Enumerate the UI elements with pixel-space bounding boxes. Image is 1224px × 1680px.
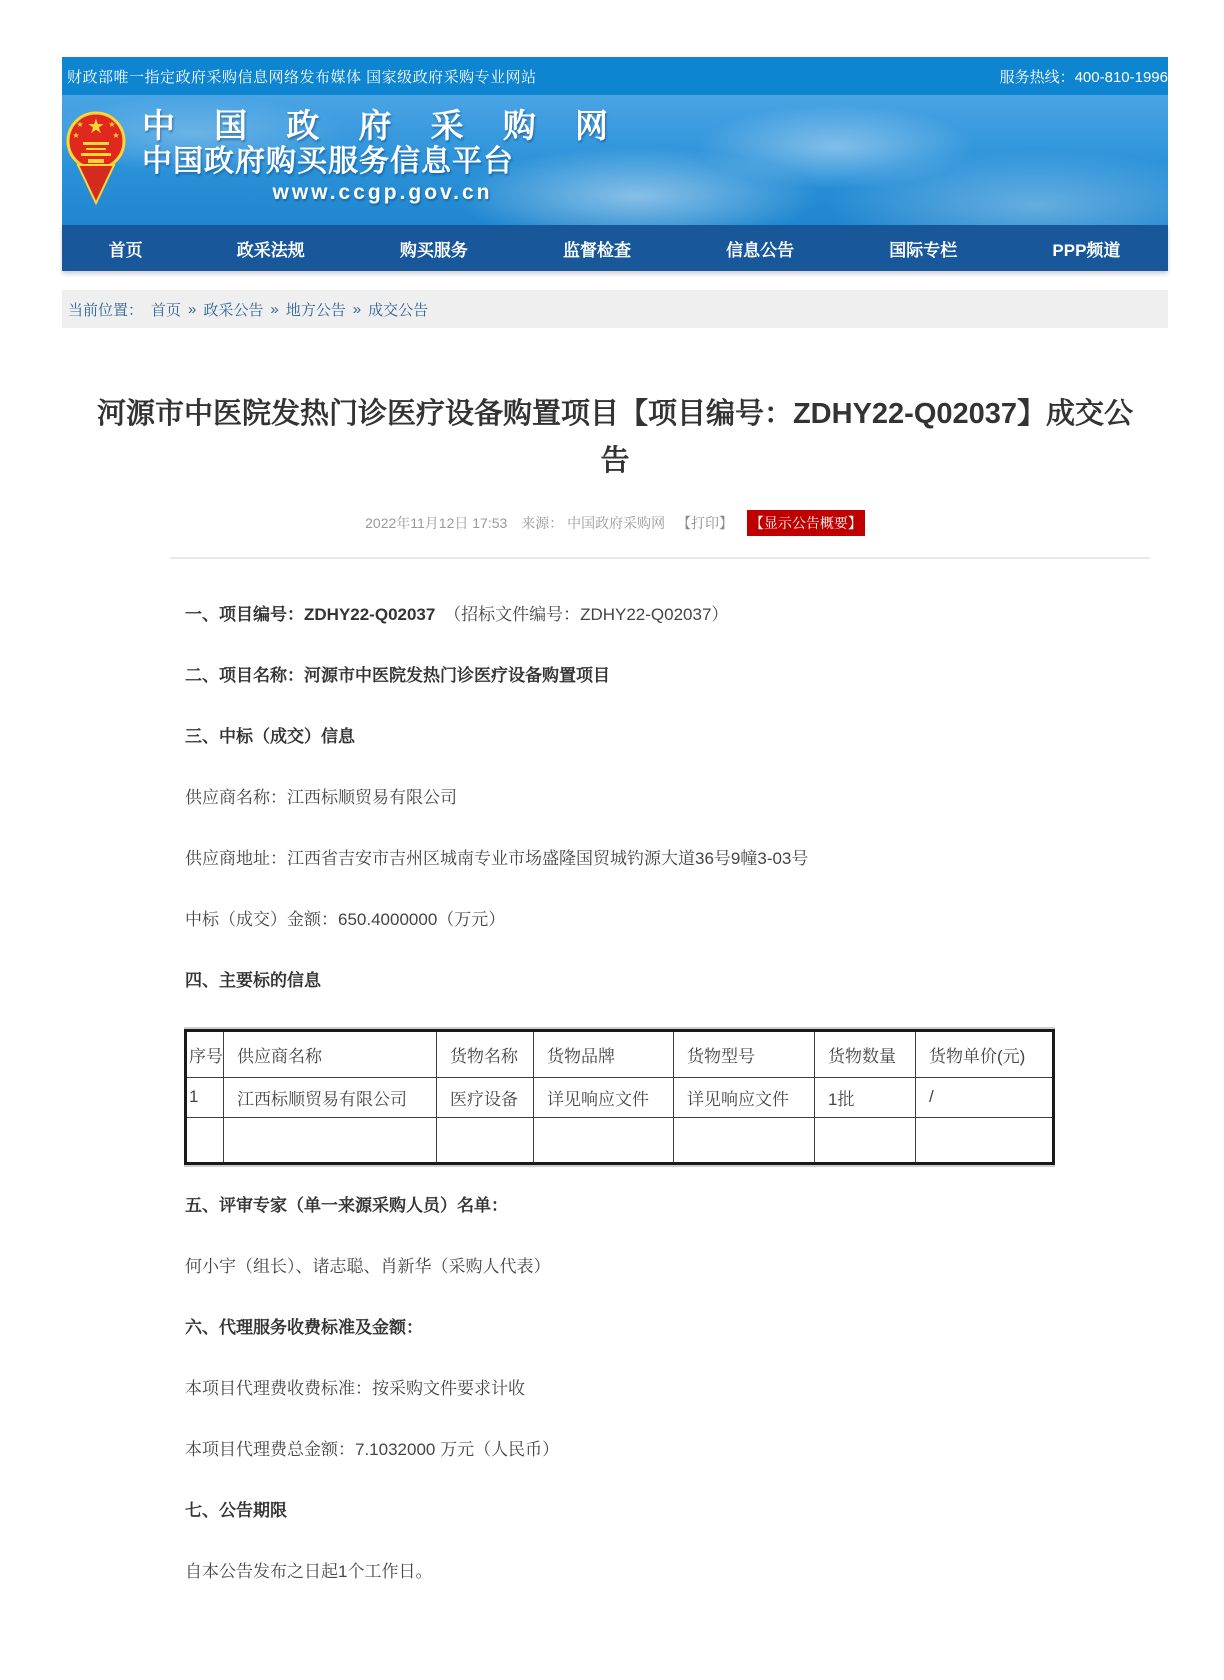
section-notice-period-heading: 七、公告期限 xyxy=(185,1500,287,1520)
nav-item-purchase-services[interactable]: 购买服务 xyxy=(399,240,468,260)
cell-empty xyxy=(534,1117,674,1163)
agency-fee-standard: 本项目代理费收费标准：按采购文件要求计收 xyxy=(185,1378,525,1398)
top-utility-bar xyxy=(62,57,1168,95)
article-meta xyxy=(62,510,1168,536)
col-header-index: 序号 xyxy=(186,1030,224,1077)
nav-item-international[interactable]: 国际专栏 xyxy=(889,240,958,260)
cell-empty xyxy=(437,1117,534,1163)
hotline-number: 400-810-1996 xyxy=(1074,68,1168,86)
col-header-goods-model: 货物型号 xyxy=(674,1030,815,1077)
cell-empty xyxy=(916,1117,1054,1163)
col-header-goods-name: 货物名称 xyxy=(437,1030,534,1077)
cell-empty xyxy=(815,1117,916,1163)
section-main-subject-heading: 四、主要标的信息 xyxy=(185,970,321,990)
nav-item-supervision[interactable]: 监督检查 xyxy=(563,240,632,260)
notice-period: 自本公告发布之日起1个工作日。 xyxy=(185,1561,433,1581)
svg-text:★: ★ xyxy=(72,131,80,140)
site-slogan: 财政部唯一指定政府采购信息网络发布媒体 国家级政府采购专业网站 xyxy=(67,68,537,86)
nav-item-announcements[interactable]: 信息公告 xyxy=(726,240,795,260)
site-subtitle: 中国政府购买服务信息平台 xyxy=(142,144,514,178)
source-label: 来源： xyxy=(521,514,564,531)
service-hotline xyxy=(1000,66,1168,87)
svg-text:★: ★ xyxy=(108,120,116,129)
breadcrumb-prefix: 当前位置： xyxy=(68,301,144,319)
cell-empty xyxy=(674,1117,815,1163)
col-header-supplier: 供应商名称 xyxy=(224,1030,437,1077)
source-name: 中国政府采购网 xyxy=(567,514,666,531)
site-logo[interactable] xyxy=(62,95,1168,208)
breadcrumb-procurement-notices[interactable]: 政采公告 xyxy=(203,301,264,319)
cell-supplier: 江西标顺贸易有限公司 xyxy=(224,1077,437,1117)
breadcrumb-local-notices[interactable]: 地方公告 xyxy=(285,301,346,319)
section-project-number-note: （招标文件编号：ZDHY22-Q02037） xyxy=(444,604,729,624)
col-header-goods-qty: 货物数量 xyxy=(815,1030,916,1077)
cell-empty xyxy=(224,1117,437,1163)
site-url: www.ccgp.gov.cn xyxy=(272,181,493,205)
publish-datetime: 2022年11月12日 17:53 xyxy=(365,514,508,531)
nav-item-ppp-channel[interactable]: PPP频道 xyxy=(1052,240,1121,260)
col-header-goods-brand: 货物品牌 xyxy=(534,1030,674,1077)
col-header-goods-price: 货物单价(元) xyxy=(916,1030,1054,1077)
svg-text:★: ★ xyxy=(87,116,105,138)
section-award-info-heading: 三、中标（成交）信息 xyxy=(185,726,355,746)
site-name: 中 国 政 府 采 购 网 xyxy=(142,107,624,144)
logo-text-block xyxy=(142,108,623,208)
section-project-number xyxy=(185,602,1168,627)
cell-goods-qty: 1批 xyxy=(815,1077,916,1117)
nav-item-regulations[interactable]: 政采法规 xyxy=(236,240,305,260)
site-header xyxy=(62,95,1168,225)
agency-fee-total: 本项目代理费总金额：7.1032000 万元（人民币） xyxy=(185,1439,560,1459)
breadcrumb-award-notices[interactable]: 成交公告 xyxy=(368,301,429,319)
experts-list: 何小宇（组长）、诸志聪、肖新华（采购人代表） xyxy=(185,1256,551,1276)
cell-empty xyxy=(186,1117,224,1163)
hotline-label: 服务热线： xyxy=(999,68,1075,86)
table-header-row xyxy=(186,1030,1054,1077)
breadcrumb-separator-icon: » xyxy=(352,300,362,318)
supplier-address: 供应商地址：江西省吉安市吉州区城南专业市场盛隆国贸城钓源大道36号9幢3-03号 xyxy=(185,848,809,868)
table-row-empty xyxy=(186,1117,1054,1163)
section-project-name: 二、项目名称：河源市中医院发热门诊医疗设备购置项目 xyxy=(185,665,610,685)
page-title: 河源市中医院发热门诊医疗设备购置项目【项目编号：ZDHY22-Q02037】成交公告 xyxy=(96,398,1134,477)
award-amount: 中标（成交）金额：650.4000000（万元） xyxy=(185,909,506,929)
show-summary-button[interactable]: 【显示公告概要】 xyxy=(747,510,865,536)
article-body xyxy=(62,559,1168,1680)
cell-goods-brand: 详见响应文件 xyxy=(534,1077,674,1117)
svg-text:★: ★ xyxy=(76,120,84,129)
print-button[interactable]: 【打印】 xyxy=(676,514,733,531)
supplier-name: 供应商名称：江西标顺贸易有限公司 xyxy=(185,787,457,807)
section-experts-heading: 五、评审专家（单一来源采购人员）名单： xyxy=(185,1195,508,1215)
primary-nav xyxy=(62,225,1168,271)
breadcrumb-home[interactable]: 首页 xyxy=(151,301,182,319)
page-container xyxy=(62,57,1168,1680)
nav-item-home[interactable]: 首页 xyxy=(108,240,143,260)
table-row xyxy=(186,1077,1054,1117)
breadcrumb-separator-icon: » xyxy=(188,300,197,318)
china-national-emblem-icon xyxy=(66,108,126,206)
svg-text:★: ★ xyxy=(112,131,120,140)
goods-table xyxy=(184,1029,1055,1165)
cell-goods-price: / xyxy=(916,1077,1054,1117)
cell-goods-name: 医疗设备 xyxy=(437,1077,534,1117)
cell-goods-model: 详见响应文件 xyxy=(674,1077,815,1117)
cell-index: 1 xyxy=(186,1077,224,1117)
section-agency-fee-heading: 六、代理服务收费标准及金额： xyxy=(185,1317,423,1337)
breadcrumb-separator-icon: » xyxy=(270,300,279,318)
section-project-number-bold: 一、项目编号：ZDHY22-Q02037 xyxy=(185,604,436,624)
breadcrumb xyxy=(62,290,1168,328)
